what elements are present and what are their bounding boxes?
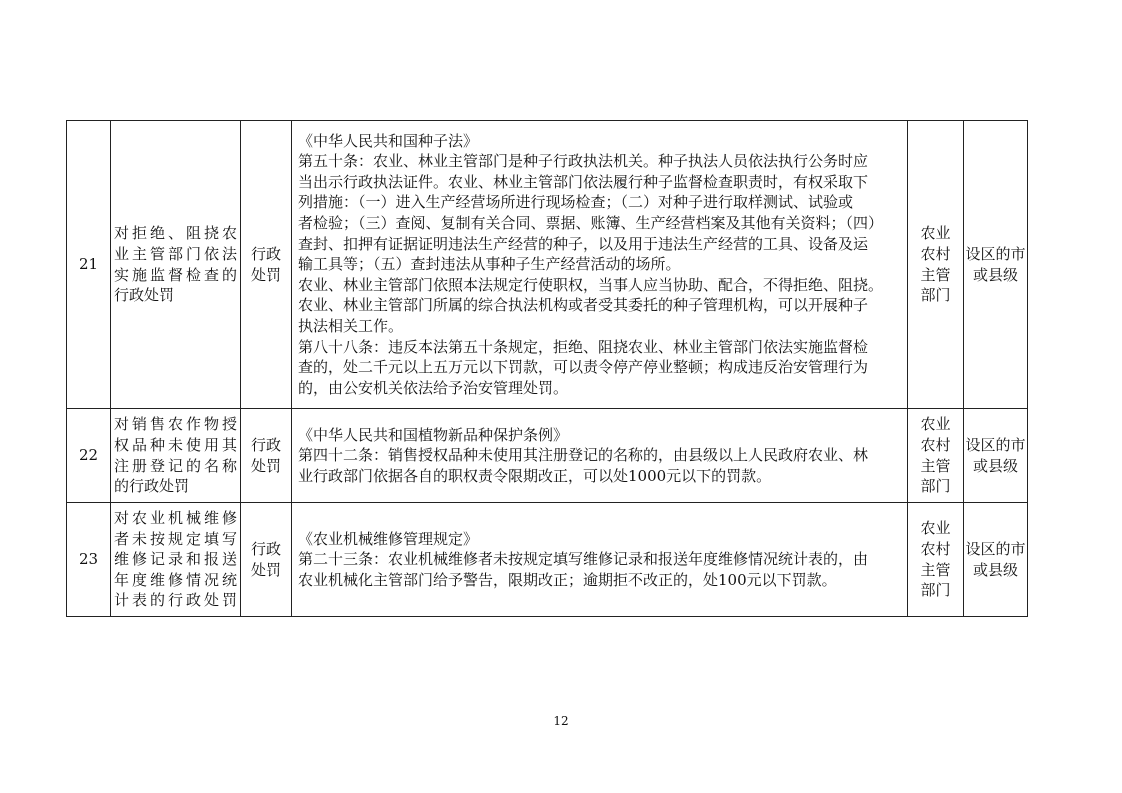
department-line: 农业 [920,415,951,434]
department-line: 农村 [920,435,951,454]
legal-basis-line: 《农业机械维修管理规定》 [298,529,479,548]
item-name-line: 计表的行政处罚 [114,591,237,610]
item-name-line: 行政处罚 [114,286,175,305]
legal-basis-line: 农业、林业主管部门依照本法规定行使职权，当事人应当协助、配合，不得拒绝、阻挠。 [298,275,884,294]
enforcement-level-cell [964,121,1028,409]
legal-basis-cell [292,409,908,503]
legal-basis-line: 列措施：（一）进入生产经营场所进行现场检查；（二）对种子进行取样测试、试验或 [298,193,854,212]
item-name-line: 对拒绝、阻挠农 [114,224,237,243]
department-cell [908,409,964,503]
department-cell [908,503,964,617]
legal-basis-line: 第二十三条：农业机械维修者未按规定填写维修记录和报送年度维修情况统计表的，由 [298,550,869,569]
item-name-line: 业主管部门依法 [114,244,237,263]
item-name-line: 维修记录和报送 [114,550,237,569]
department-line: 主管 [920,560,951,579]
legal-basis-line: 第八十八条：违反本法第五十条规定，拒绝、阻挠农业、林业主管部门依法实施监督检 [298,337,869,356]
department-line: 农业 [920,224,951,243]
item-name-line: 实施监督检查的 [114,265,237,284]
enforcement-level-line: 设区的市 [965,435,1026,454]
row-number: 22 [67,409,111,503]
page-number: 12 [553,714,569,728]
enforcement-level-cell [964,409,1028,503]
item-name-cell [111,121,241,409]
legal-basis-line: 查的，处二千元以上五万元以下罚款，可以责令停产停业整顿；构成违反治安管理行为 [298,358,869,377]
item-name-line: 的行政处罚 [114,477,190,496]
enforcement-level-line: 设区的市 [965,244,1026,263]
penalty-type-line: 行政 [250,244,281,263]
department-cell [908,121,964,409]
penalty-type-cell [241,503,292,617]
legal-basis-line: 执法相关工作。 [298,316,404,335]
enforcement-level-line: 设区的市 [965,539,1026,558]
legal-basis-line: 第五十条：农业、林业主管部门是种子行政执法机关。种子执法人员依法执行公务时应 [298,152,869,171]
penalty-type-line: 处罚 [250,265,281,284]
legal-basis-line: 者检验；（三）查阅、复制有关合同、票据、账簿、生产经营档案及其他有关资料；（四） [298,214,884,233]
enforcement-level-line: 或县级 [972,456,1018,475]
department-line: 农村 [920,539,951,558]
department-line: 部门 [920,286,951,305]
table-row [67,409,1028,503]
department-line: 部门 [920,581,951,600]
legal-basis-line: 的，由公安机关依法给予治安管理处罚。 [298,378,569,397]
penalty-type-line: 处罚 [250,456,281,475]
department-line: 部门 [920,477,951,496]
penalty-type-cell [241,409,292,503]
penalty-type-line: 行政 [250,539,281,558]
table-row [67,503,1028,617]
legal-basis-line: 当出示行政执法证件。农业、林业主管部门依法履行种子监督检查职责时，有权采取下 [298,172,869,191]
item-name-line: 对农业机械维修 [114,509,237,528]
legal-basis-line: 农业机械化主管部门给予警告，限期改正；逾期拒不改正的，处100元以下罚款。 [298,570,837,589]
legal-basis-line: 第四十二条：销售授权品种未使用其注册登记的名称的，由县级以上人民政府农业、林 [298,446,869,465]
department-line: 农村 [920,244,951,263]
legal-basis-line: 查封、扣押有证据证明违法生产经营的种子，以及用于违法生产经营的工具、设备及运 [298,234,869,253]
enforcement-level-cell [964,503,1028,617]
enforcement-level-line: 或县级 [972,265,1018,284]
penalty-type-line: 处罚 [250,560,281,579]
item-name-cell [111,409,241,503]
item-name-cell [111,503,241,617]
legal-basis-cell [292,121,908,409]
item-name-line: 对销售农作物授 [114,415,237,434]
penalty-type-cell [241,121,292,409]
legal-basis-cell [292,503,908,617]
item-name-line: 权品种未使用其 [114,435,237,454]
legal-basis-line: 《中华人民共和国种子法》 [298,131,479,150]
legal-basis-line: 业行政部门依据各自的职权责令限期改正，可以处1000元以下的罚款。 [298,466,772,485]
row-number: 21 [67,121,111,409]
item-name-line: 年度维修情况统 [114,570,237,589]
penalty-table [66,120,1028,617]
department-line: 农业 [920,519,951,538]
row-number: 23 [67,503,111,617]
item-name-line: 者未按规定填写 [114,529,237,548]
enforcement-level-line: 或县级 [972,560,1018,579]
legal-basis-line: 输工具等；（五）查封违法从事种子生产经营活动的场所。 [298,255,681,274]
legal-basis-line: 农业、林业主管部门所属的综合执法机构或者受其委托的种子管理机构，可以开展种子 [298,296,869,315]
table-row [67,121,1028,409]
department-line: 主管 [920,456,951,475]
department-line: 主管 [920,265,951,284]
penalty-type-line: 行政 [250,435,281,454]
legal-basis-line: 《中华人民共和国植物新品种保护条例》 [298,425,569,444]
item-name-line: 注册登记的名称 [114,456,237,475]
